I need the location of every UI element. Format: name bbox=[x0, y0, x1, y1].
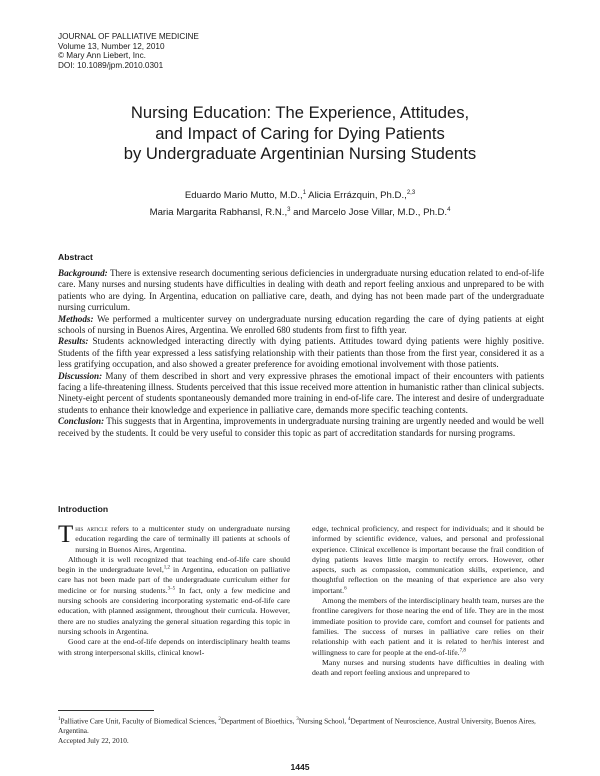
title-line-3: by Undergraduate Argentinian Nursing Students bbox=[123, 144, 477, 163]
footnote-text: Palliative Care Unit, Faculty of Biomedical Sciences, bbox=[60, 716, 219, 726]
journal-doi: DOI: 10.1089/jpm.2010.0301 bbox=[58, 60, 164, 70]
abstract-text: Students acknowledged interacting directly with dying patients. Attitudes toward dying patients were highly positive. Students of the fifth year expressed a less satisfying relationship with their patients than those from the first year, considered it as a less gratifying occupation, and also showed a greater preference for avoiding emotional involvement with those patients. bbox=[58, 336, 544, 370]
abstract-label: Background: bbox=[58, 268, 108, 278]
citation-mark: 7,8 bbox=[459, 647, 466, 653]
footnote-text: Department of Bioethics, bbox=[220, 716, 297, 726]
body-paragraph bbox=[312, 658, 544, 679]
abstract-heading: Abstract bbox=[58, 252, 93, 262]
abstract-methods bbox=[58, 314, 544, 337]
author-list bbox=[40, 186, 560, 220]
journal-copyright: © Mary Ann Liebert, Inc. bbox=[58, 51, 146, 61]
paragraph-text: refers to a multicenter study on undergraduate nursing education regarding the care of terminally ill patients at schools of nursing in Buenos Aires, Argentina. bbox=[75, 524, 290, 554]
abstract-label: Conclusion: bbox=[58, 416, 105, 427]
introduction-heading: Introduction bbox=[58, 504, 109, 514]
footnote-mark: 2 bbox=[218, 717, 221, 722]
citation-mark: 1,2 bbox=[163, 565, 171, 571]
author-name: Maria Margarita Rabhansl, R.N., bbox=[149, 207, 288, 219]
abstract-results bbox=[58, 336, 544, 370]
author-affiliation-mark: 1 bbox=[302, 190, 307, 196]
abstract-background bbox=[58, 268, 544, 314]
author-line-2 bbox=[40, 203, 560, 220]
journal-header bbox=[58, 32, 199, 70]
drop-cap: T bbox=[58, 521, 74, 548]
footnote-text: Department of Neuroscience, Austral University, Buenos Aires, Argentina. bbox=[58, 716, 536, 736]
lead-in: his article bbox=[75, 524, 108, 533]
author-affiliation-mark: 2,3 bbox=[406, 190, 416, 196]
author-line-1 bbox=[40, 186, 560, 203]
body-paragraph bbox=[58, 555, 290, 637]
journal-name: JOURNAL OF PALLIATIVE MEDICINE bbox=[58, 32, 199, 41]
affiliations bbox=[58, 715, 544, 736]
paragraph-text: Good care at the end-of-life depends on interdisciplinary health teams with strong interpersonal skills, clinical knowl- bbox=[58, 637, 290, 657]
abstract bbox=[58, 268, 544, 439]
paragraph-text: edge, technical proficiency, and respect for individuals; and it should be informed by scientific evidence, values, and personal and professional experience. Clinical excellence is important because the frail condition of dying patients leaves little margin to rectify errors. However, other aspects, such as compassion, communication skills, experience, and thoughtful reflection on the meaning of that experience are also very important. bbox=[312, 524, 544, 595]
body-paragraph bbox=[58, 637, 290, 658]
body-column-left bbox=[58, 521, 290, 658]
footnote-text: Nursing School, bbox=[298, 716, 349, 726]
abstract-label: Discussion: bbox=[58, 370, 103, 381]
paper-title bbox=[40, 103, 560, 165]
author-name: Eduardo Mario Mutto, M.D., bbox=[184, 190, 303, 202]
footnote-mark: 3 bbox=[296, 717, 299, 722]
body-paragraph bbox=[312, 524, 544, 596]
abstract-text: This suggests that in Argentina, improvements in undergraduate nursing training are urgently needed and would be well received by the students. It could be very useful to consider this topic as part of accreditation standards for nursing programs. bbox=[58, 416, 544, 438]
title-line-1: Nursing Education: The Experience, Attitudes, bbox=[130, 103, 470, 122]
journal-volume: Volume 13, Number 12, 2010 bbox=[58, 41, 165, 51]
paragraph-text: in Argentina, education on palliative care has not been made part of the undergraduate curriculum either for medicine or for nursing students. bbox=[58, 565, 290, 595]
abstract-text: There is extensive research documenting serious deficiencies in undergraduate nursing education related to end-of-life care. Many nurses and nursing students have difficulties in dealing with death and report feeling anxious and unprepared to be with patients who are dying. In Argentina, education on palliative care, death, and dying has not been made part of the undergraduate nursing curriculum. bbox=[58, 268, 544, 313]
abstract-text: We performed a multicenter survey on undergraduate nursing education regarding the care of dying patients at eight schools of nursing in Buenos Aires, Argentina. We enrolled 680 students from first to fifth year. bbox=[58, 313, 544, 336]
author-affiliation-mark: 3 bbox=[287, 207, 291, 214]
author-name: and Marcelo Jose Villar, M.D., Ph.D. bbox=[290, 207, 448, 219]
citation-mark: 3–5 bbox=[167, 586, 176, 592]
footnote-mark: 1 bbox=[58, 717, 61, 722]
footnote-divider bbox=[58, 710, 154, 711]
abstract-conclusion bbox=[58, 416, 544, 439]
title-line-2: and Impact of Caring for Dying Patients bbox=[155, 123, 445, 143]
abstract-discussion bbox=[58, 371, 544, 417]
body-column-right bbox=[312, 524, 544, 678]
paragraph-text: Many nurses and nursing students have difficulties in dealing with death and report feeling anxious and unprepared to bbox=[312, 657, 544, 678]
footnote-mark: 4 bbox=[348, 717, 351, 722]
abstract-label: Methods: bbox=[58, 313, 94, 324]
body-paragraph bbox=[312, 596, 544, 658]
paragraph-text: Among the members of the interdisciplinary health team, nurses are the frontline caregivers for those nearing the end of life. They are in the most immediate position to provide care, comfort and counsel for patients and families. The success of nurses in palliative care relies on their relationship with each patient and it is related to her/his interest and willingness to care for people at the end-of-life. bbox=[312, 596, 544, 657]
citation-mark: 6 bbox=[344, 586, 347, 592]
paragraph-text: In fact, only a few medicine and nursing schools are considering incorporating systematic end-of-life care education, with planned assignment, throughout their curricula. However, there are no studies analyzing the general situation regarding this topic in nursing schools in Argentina. bbox=[58, 585, 290, 636]
author-affiliation-mark: 4 bbox=[447, 207, 451, 214]
footnotes bbox=[58, 715, 544, 745]
page-number: 1445 bbox=[290, 762, 310, 772]
body-paragraph bbox=[58, 521, 290, 555]
abstract-text: Many of them described in short and very expressive phrases the emotional impact of their encounters with patients facing a life-threatening illness. Students perceived that this issue received more attention in humanistic rather than clinical subjects. Ninety-eight percent of students spontaneously demanded more training in end-of-life care. The interest and desire of undergraduate students to enhance their knowledge and experience in palliative care, demands more specific teaching contents. bbox=[58, 370, 544, 415]
abstract-label: Results: bbox=[58, 336, 89, 347]
author-name: Alicia Errázquin, Ph.D., bbox=[306, 190, 407, 202]
accepted-date: Accepted July 22, 2010. bbox=[58, 735, 129, 745]
paragraph-text: Although it is well recognized that teaching end-of-life care should begin in the undergraduate level, bbox=[58, 554, 290, 575]
